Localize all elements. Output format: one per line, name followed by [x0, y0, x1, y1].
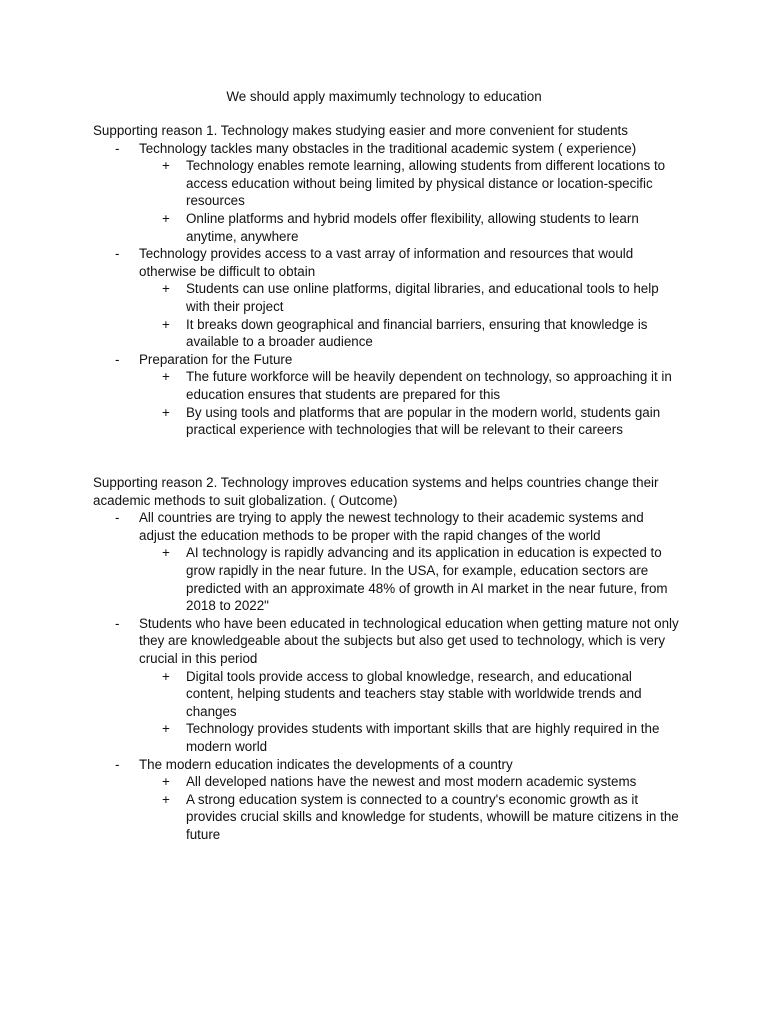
- section-heading: Supporting reason 2. Technology improves education systems and helps countries change their academic methods to suit globalization. ( Outcome): [93, 475, 659, 508]
- dash-bullet: -: [115, 510, 120, 526]
- plus-bullet: +: [162, 316, 170, 332]
- point-text: All countries are trying to apply the newest technology to their academic systems and adjust the education methods to be proper with the rapid changes of the world: [139, 510, 644, 543]
- document-title: We should apply maximumly technology to education: [226, 89, 542, 104]
- list-item: [93, 615, 683, 668]
- dash-bullet: -: [115, 756, 120, 772]
- plus-bullet: +: [162, 369, 170, 385]
- sub-list-item: [93, 157, 683, 210]
- subpoint-text: Technology provides students with important skills that are highly required in the modern world: [186, 721, 660, 754]
- subpoint-text: It breaks down geographical and financial barriers, ensuring that knowledge is available to a broader audience: [186, 316, 648, 350]
- sub-list-item: [93, 368, 683, 403]
- plus-bullet: +: [162, 774, 170, 790]
- list-item: [93, 509, 683, 544]
- point-text: The modern education indicates the developments of a country: [139, 756, 513, 772]
- plus-bullet: +: [162, 791, 170, 807]
- plus-bullet: +: [162, 281, 170, 297]
- dash-bullet: -: [115, 351, 120, 367]
- plus-bullet: +: [162, 668, 170, 684]
- supporting-reason-2: [93, 474, 683, 843]
- subpoint-text: Online platforms and hybrid models offer flexibility, allowing students to learn anytime, anywhere: [186, 210, 639, 244]
- plus-bullet: +: [162, 545, 170, 561]
- point-text: Technology provides access to a vast array of information and resources that would otherwise be difficult to obtain: [139, 246, 634, 279]
- plus-bullet: +: [162, 210, 170, 226]
- dash-bullet: -: [115, 615, 120, 631]
- sub-list-item: [93, 720, 683, 755]
- point-text: Technology tackles many obstacles in the traditional academic system ( experience): [139, 140, 637, 156]
- sub-list-item: [93, 668, 683, 721]
- list-item: [93, 756, 683, 774]
- plus-bullet: +: [162, 404, 170, 420]
- dash-bullet: -: [115, 140, 120, 156]
- supporting-reason-1: [93, 122, 683, 439]
- subpoint-text: AI technology is rapidly advancing and its application in education is expected to grow rapidly in the near future. In the USA, for example, education sectors are predicted with an approximate 48% of growth in AI market in the near future, from 2018 to 2022": [186, 545, 668, 614]
- sub-list-item: [93, 210, 683, 245]
- subpoint-text: The future workforce will be heavily dependent on technology, so approaching it in education ensures that students are prepared for this: [186, 369, 672, 402]
- sub-list-item: [93, 773, 683, 791]
- list-item: [93, 140, 683, 158]
- sub-list-item: [93, 404, 683, 439]
- list-item: [93, 351, 683, 369]
- section-heading: Supporting reason 1. Technology makes studying easier and more convenient for students: [93, 123, 628, 138]
- subpoint-text: Students can use online platforms, digital libraries, and educational tools to help with their project: [186, 281, 659, 314]
- point-text: Students who have been educated in technological education when getting mature not only they are knowledgeable about the subjects but also get used to technology, which is very crucial in this period: [139, 615, 679, 666]
- sub-list-item: [93, 316, 683, 351]
- point-text: Preparation for the Future: [139, 351, 293, 367]
- subpoint-text: All developed nations have the newest and most modern academic systems: [186, 774, 637, 790]
- dash-bullet: -: [115, 246, 120, 262]
- sub-list-item: [93, 544, 683, 614]
- subpoint-text: Digital tools provide access to global knowledge, research, and educational content, helping students and teachers stay stable with worldwide trends and changes: [186, 668, 642, 719]
- sub-list-item: [93, 280, 683, 315]
- sub-list-item: [93, 791, 683, 844]
- subpoint-text: A strong education system is connected to a country's economic growth as it provides crucial skills and knowledge for students, whowill be mature citizens in the future: [186, 791, 679, 842]
- list-item: [93, 245, 683, 280]
- plus-bullet: +: [162, 158, 170, 174]
- subpoint-text: By using tools and platforms that are popular in the modern world, students gain practical experience with technologies that will be relevant to their careers: [186, 404, 661, 438]
- plus-bullet: +: [162, 721, 170, 737]
- subpoint-text: Technology enables remote learning, allowing students from different locations to access education without being limited by physical distance or location-specific resources: [186, 158, 666, 209]
